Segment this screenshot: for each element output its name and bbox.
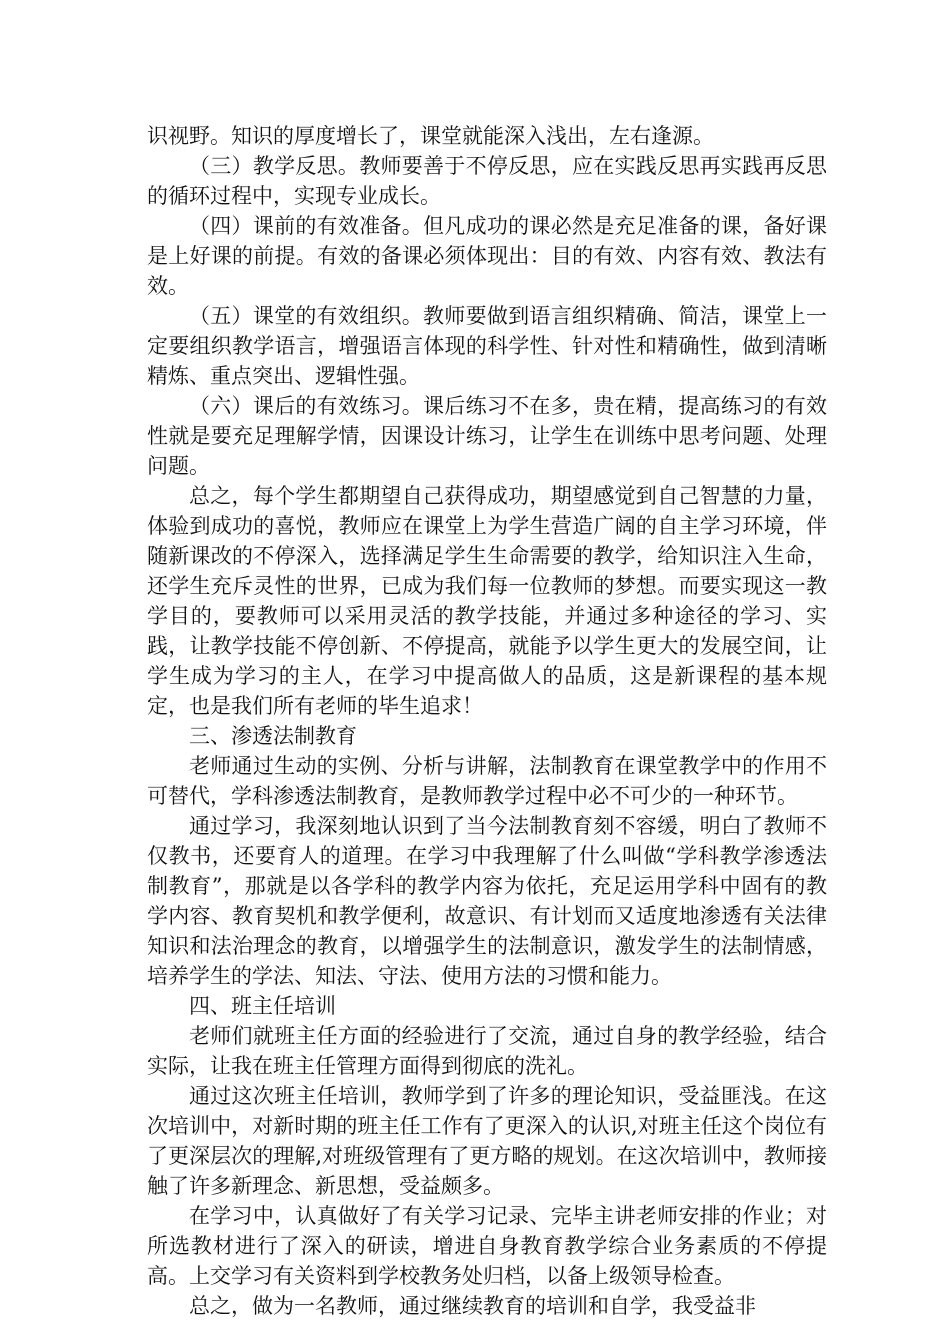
document-page <box>147 121 827 1321</box>
paragraph-5: （六）课后的有效练习。课后练习不在多，贵在精，提高练习的有效性就是要充足理解学情，因课设计练习，让学生在训练中思考问题、处理问题。 <box>147 394 827 478</box>
section-heading-3: 三、渗透法制教育 <box>189 724 357 748</box>
paragraph-8: 通过学习，我深刻地认识到了当今法制教育刻不容缓，明白了教师不仅教书，还要育人的道理。在学习中我理解了什么叫做“学科教学渗透法制教育”，那就是以各学科的教学内容为依托，充足运用学科中固有的教学内容、教育契机和教学便利，故意识、有计划而又适度地渗透有关法律知识和法治理念的教育，以增强学生的法制意识，激发学生的法制情感，培养学生的学法、知法、守法、使用方法的习惯和能力。 <box>147 814 827 988</box>
paragraph-4: （五）课堂的有效组织。教师要做到语言组织精确、简洁，课堂上一定要组织教学语言，增强语言体现的科学性、针对性和精确性，做到清晰精炼、重点突出、逻辑性强。 <box>147 304 827 388</box>
paragraph-10: 通过这次班主任培训，教师学到了许多的理论知识，受益匪浅。在这次培训中，对新时期的班主任工作有了更深入的认识,对班主任这个岗位有了更深层次的理解,对班级管理有了更方略的规划。在这次培训中，教师接触了许多新理念、新思想，受益颇多。 <box>147 1084 827 1198</box>
paragraph-6: 总之，每个学生都期望自己获得成功，期望感觉到自己智慧的力量，体验到成功的喜悦，教师应在课堂上为学生营造广阔的自主学习环境，伴随新课改的不停深入，选择满足学生生命需要的教学，给知识注入生命，还学生充斥灵性的世界，已成为我们每一位教师的梦想。而要实现这一教学目的，要教师可以采用灵活的教学技能，并通过多种途径的学习、实践，让教学技能不停创新、不停提高，就能予以学生更大的发展空间，让学生成为学习的主人，在学习中提高做人的品质，这是新课程的基本规定，也是我们所有老师的毕生追求！ <box>147 484 827 718</box>
paragraph-1: 识视野。知识的厚度增长了，课堂就能深入浅出，左右逢源。 <box>147 124 714 148</box>
paragraph-11: 在学习中，认真做好了有关学习记录、完毕主讲老师安排的作业；对所选教材进行了深入的研读，增进自身教育教学综合业务素质的不停提高。上交学习有关资料到学校教务处归档，以备上级领导检查。 <box>147 1204 827 1288</box>
paragraph-9: 老师们就班主任方面的经验进行了交流，通过自身的教学经验，结合实际，让我在班主任管理方面得到彻底的洗礼。 <box>147 1024 827 1078</box>
paragraph-7: 老师通过生动的实例、分析与讲解，法制教育在课堂教学中的作用不可替代，学科渗透法制教育，是教师教学过程中必不可少的一种环节。 <box>147 754 827 808</box>
paragraph-2: （三）教学反思。教师要善于不停反思，应在实践反思再实践再反思的循环过程中，实现专业成长。 <box>147 154 827 208</box>
paragraph-12: 总之，做为一名教师，通过继续教育的培训和自学，我受益非 <box>189 1294 756 1318</box>
paragraph-3: （四）课前的有效准备。但凡成功的课必然是充足准备的课，备好课是上好课的前提。有效的备课必须体现出：目的有效、内容有效、教法有效。 <box>147 214 827 298</box>
section-heading-4: 四、班主任培训 <box>189 994 336 1018</box>
